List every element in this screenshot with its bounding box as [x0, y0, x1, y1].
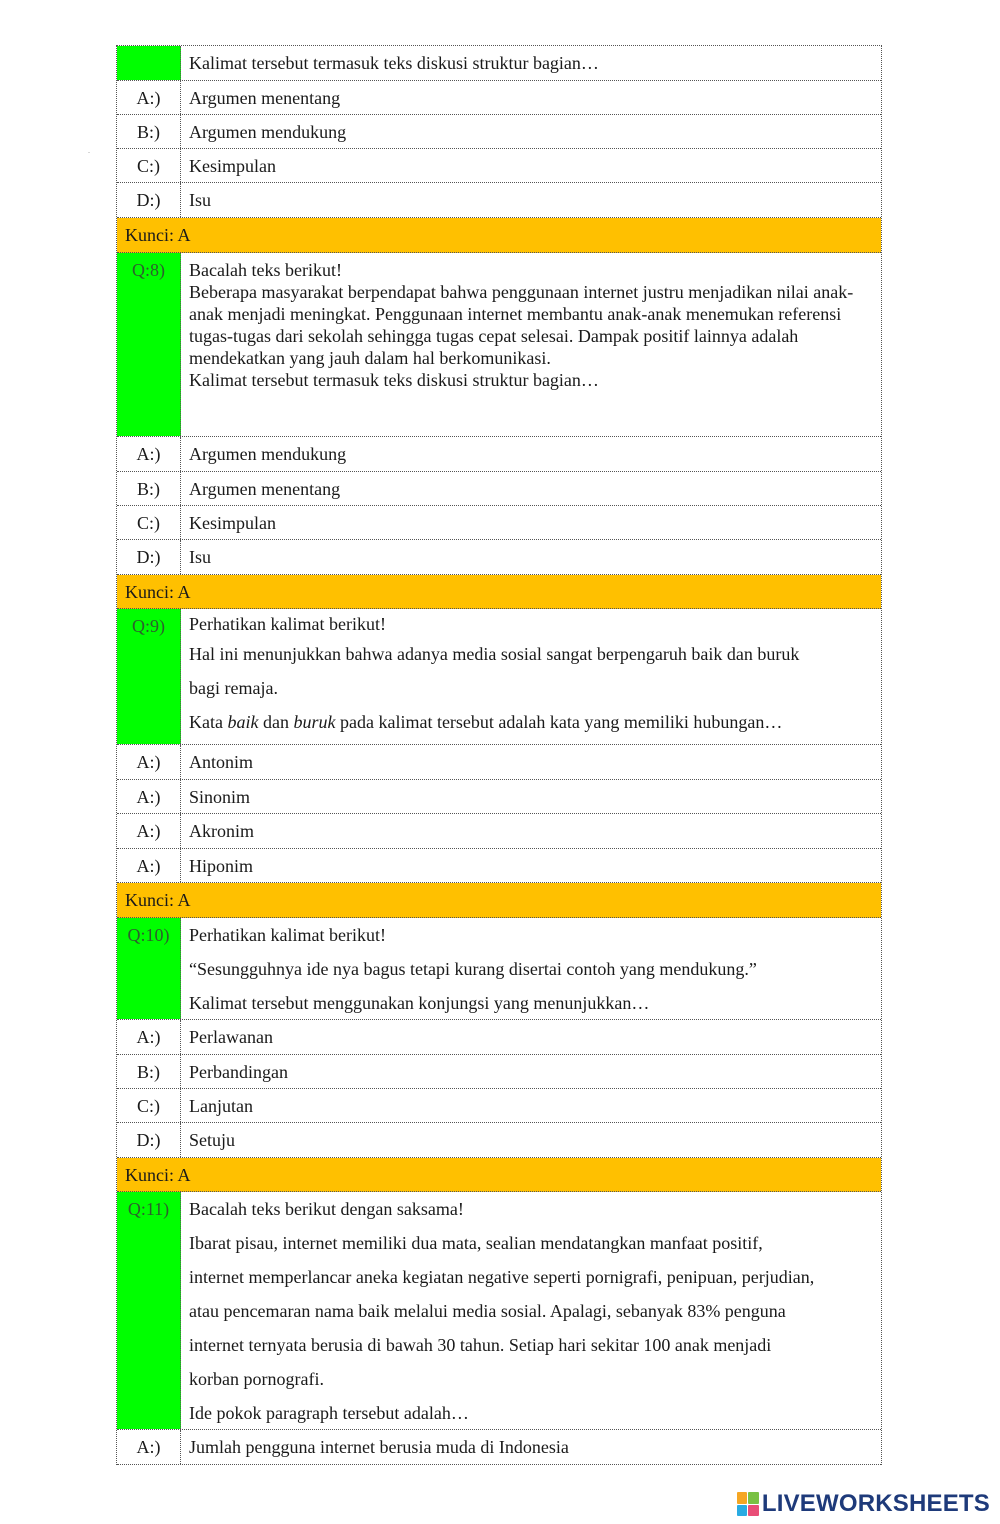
question-intro: Perhatikan kalimat berikut!	[189, 925, 386, 945]
option-row[interactable]	[117, 149, 881, 183]
question-stem: Ide pokok paragraph tersebut adalah…	[189, 1403, 469, 1423]
question-stem-row	[117, 46, 881, 81]
option-row[interactable]	[117, 849, 881, 883]
option-row[interactable]	[117, 437, 881, 472]
option-row[interactable]	[117, 1020, 881, 1055]
option-row[interactable]	[117, 745, 881, 780]
question-10-row	[117, 918, 881, 1020]
question-8-row	[117, 253, 881, 437]
option-text[interactable]: Antonim	[189, 752, 254, 772]
logo-blocks-icon	[737, 1492, 759, 1516]
option-text[interactable]: Argumen menentang	[189, 479, 341, 499]
option-row[interactable]	[117, 115, 881, 149]
option-label: A:)	[117, 780, 181, 813]
option-row[interactable]	[117, 540, 881, 575]
option-text[interactable]: Akronim	[189, 821, 254, 841]
passage-line: internet memperlancar aneka kegiatan negative seperti pornigrafi, penipuan, perjudian,	[189, 1267, 815, 1287]
option-text[interactable]: Kesimpulan	[189, 513, 276, 533]
passage-line: Ibarat pisau, internet memiliki dua mata, sealian mendatangkan manfaat positif,	[189, 1233, 763, 1253]
question-11-row	[117, 1192, 881, 1430]
question-intro: Bacalah teks berikut!	[189, 260, 342, 280]
question-label: Q:9)	[117, 609, 181, 744]
option-label: C:)	[117, 1089, 181, 1122]
option-label: B:)	[117, 1055, 181, 1088]
option-text[interactable]: Lanjutan	[189, 1096, 253, 1116]
option-text[interactable]: Isu	[189, 547, 211, 567]
option-label: D:)	[117, 183, 181, 217]
option-row[interactable]	[117, 1430, 881, 1465]
question-stem	[189, 711, 881, 733]
option-label: A:)	[117, 849, 181, 882]
answer-key-row: Kunci: A	[117, 883, 881, 918]
answer-key-row: Kunci: A	[117, 575, 881, 609]
option-text[interactable]: Setuju	[189, 1130, 236, 1150]
question-label: Q:8)	[117, 253, 181, 436]
option-label: A:)	[117, 745, 181, 779]
question-label: Q:10)	[117, 918, 181, 1019]
option-label: B:)	[117, 472, 181, 505]
option-row[interactable]	[117, 780, 881, 814]
option-row[interactable]	[117, 81, 881, 115]
option-label: C:)	[117, 149, 181, 182]
option-row[interactable]	[117, 472, 881, 506]
option-text[interactable]: Sinonim	[189, 787, 251, 807]
stem-italic-word: buruk	[293, 712, 336, 732]
question-body	[181, 1192, 881, 1429]
option-row[interactable]	[117, 814, 881, 849]
question-stem: Kalimat tersebut termasuk teks diskusi struktur bagian…	[189, 370, 599, 390]
answer-key-row: Kunci: A	[117, 218, 881, 253]
question-stem: Kalimat tersebut menggunakan konjungsi yang menunjukkan…	[189, 993, 650, 1013]
question-sentence-line-1: Hal ini menunjukkan bahwa adanya media sosial sangat berpengaruh baik dan buruk	[189, 644, 800, 664]
passage-line: korban pornografi.	[189, 1369, 324, 1389]
option-label: B:)	[117, 115, 181, 148]
question-intro: Perhatikan kalimat berikut!	[189, 614, 386, 634]
option-label: A:)	[117, 814, 181, 848]
stem-text: dan	[258, 712, 294, 732]
option-text[interactable]: Isu	[189, 190, 211, 210]
passage-line: internet ternyata berusia di bawah 30 tahun. Setiap hari sekitar 100 anak menjadi	[189, 1335, 772, 1355]
question-9-row	[117, 609, 881, 745]
passage-line: atau pencemaran nama baik melalui media sosial. Apalagi, sebanyak 83% penguna	[189, 1301, 786, 1321]
brand-name: LIVEWORKSHEETS	[761, 1490, 990, 1517]
question-stem: Kalimat tersebut termasuk teks diskusi struktur bagian…	[189, 53, 599, 73]
option-label: A:)	[117, 1020, 181, 1054]
option-label: C:)	[117, 506, 181, 539]
option-row[interactable]	[117, 183, 881, 218]
question-label-cell	[117, 46, 181, 80]
question-body	[181, 918, 881, 1019]
question-passage: Beberapa masyarakat berpendapat bahwa penggunaan internet justru menjadikan nilai anak-anak menjadi meningkat. Penggunaan internet membantu anak-anak menemukan referensi tugas-tugas dari sekolah sehingga tugas cepat selesai. Dampak positif lainnya adalah mendekatkan yang jauh dalam hal berkomunikasi.	[189, 282, 854, 368]
option-label: A:)	[117, 81, 181, 114]
question-sentence-line-2: bagi remaja.	[189, 678, 278, 698]
stem-text: pada kalimat tersebut adalah kata yang memiliki hubungan…	[335, 712, 783, 732]
worksheet-table	[116, 45, 882, 1465]
option-row[interactable]	[117, 1055, 881, 1089]
option-text[interactable]: Kesimpulan	[189, 156, 276, 176]
option-label: D:)	[117, 540, 181, 574]
option-label: A:)	[117, 437, 181, 471]
liveworksheets-logo[interactable]	[737, 1490, 990, 1518]
answer-key-row: Kunci: A	[117, 1158, 881, 1192]
question-body	[181, 253, 881, 436]
option-text[interactable]: Argumen mendukung	[189, 122, 347, 142]
option-text[interactable]: Argumen menentang	[189, 88, 341, 108]
option-text[interactable]: Jumlah pengguna internet berusia muda di Indonesia	[189, 1437, 569, 1457]
question-body	[181, 609, 881, 744]
stray-dot: .	[88, 146, 90, 155]
option-text[interactable]: Perbandingan	[189, 1062, 288, 1082]
stem-text: Kata	[189, 712, 228, 732]
option-row[interactable]	[117, 1089, 881, 1123]
option-text[interactable]: Perlawanan	[189, 1027, 273, 1047]
question-label: Q:11)	[117, 1192, 181, 1429]
option-row[interactable]	[117, 1123, 881, 1158]
option-row[interactable]	[117, 506, 881, 540]
question-intro: Bacalah teks berikut dengan saksama!	[189, 1199, 464, 1219]
stem-italic-word: baik	[227, 712, 259, 732]
option-text[interactable]: Hiponim	[189, 856, 254, 876]
option-label: A:)	[117, 1430, 181, 1464]
question-quote: “Sesungguhnya ide nya bagus tetapi kurang disertai contoh yang mendukung.”	[189, 959, 757, 979]
option-text[interactable]: Argumen mendukung	[189, 444, 347, 464]
option-label: D:)	[117, 1123, 181, 1157]
